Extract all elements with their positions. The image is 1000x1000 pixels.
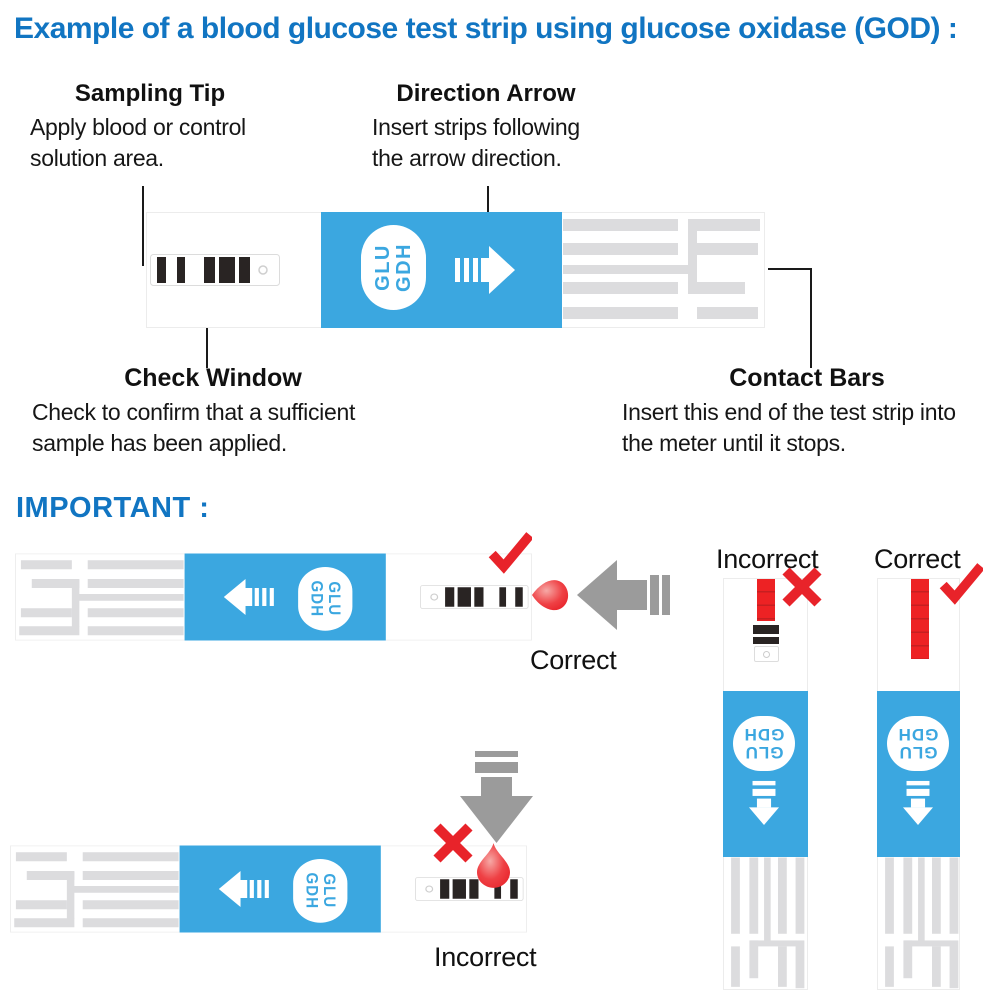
red-fill-full [911,579,929,659]
glu-gdh-badge [361,225,426,310]
glu-gdh-badge [733,716,795,771]
insert-direction-arrow-icon [455,246,515,294]
checkmark-icon [488,531,532,575]
glu-gdh-badge [887,716,949,771]
insert-down-arrow-icon [749,779,779,827]
x-mark-icon [433,822,473,864]
contact-bars-heading: Contact Bars [729,364,885,392]
contact-bars-body1: Insert this end of the test strip into [622,399,956,425]
contact-bars-pattern [10,846,179,933]
badge-line-gdh: GDH [392,243,415,292]
badge-line-gdh: GDH [743,725,785,745]
check-window-heading: Check Window [124,364,302,392]
strip-insert-incorrect [723,578,808,990]
x-mark-icon [782,566,822,608]
check-window-body1: Check to confirm that a sufficient [32,399,356,425]
strip-insert-correct [877,578,960,990]
callout-contact-bars [622,364,992,459]
badge-line-glu: GLU [898,743,938,763]
sampling-tip-line [142,186,144,266]
badge-line-gdh: GDH [307,580,327,618]
check-window-body2: sample has been applied. [32,430,287,456]
test-strip-main [146,212,765,328]
checkmark-icon [939,562,983,606]
check-bar [753,637,779,644]
reagent-blue-section [321,212,562,328]
sampling-tip-heading: Sampling Tip [74,80,226,107]
insert-down-arrow-icon [903,779,933,827]
callout-sampling-tip [30,80,270,174]
badge-line-glu: GLU [371,244,394,291]
reagent-blue-section [185,554,386,641]
check-window [420,585,529,609]
badge-line-gdh: GDH [302,872,322,910]
callout-direction-arrow [372,80,600,174]
reagent-blue-section [877,691,960,857]
contact-bars-line-v [810,268,812,368]
strip-apply-correct [15,553,532,640]
apply-left-arrow-icon [577,560,670,630]
contact-bars-line-h [768,268,812,270]
contact-bars-pattern [878,857,961,991]
glu-gdh-badge [298,567,352,631]
contact-bars-pattern [563,212,765,328]
badge-line-glu: GLU [325,581,344,617]
callout-check-window [32,364,394,459]
important-heading: IMPORTANT : [16,492,210,524]
badge-line-glu: GLU [744,743,784,763]
direction-arrow-body2: the arrow direction. [372,145,562,171]
reagent-blue-section [723,691,808,857]
direction-arrow-heading: Direction Arrow [396,80,576,107]
red-fill-partial [757,579,775,621]
insert-incorrect-label: Incorrect [716,544,819,574]
reagent-blue-section [180,846,381,933]
check-window-mini [754,646,779,662]
badge-line-gdh: GDH [897,725,939,745]
contact-bars-pattern [724,857,809,991]
apply-incorrect-label: Incorrect [434,942,537,972]
apply-correct-label: Correct [530,645,617,675]
page-title: Example of a blood glucose test strip using glucose oxidase (GOD) : [14,12,958,45]
insert-correct-label: Correct [874,544,961,574]
insert-direction-arrow-icon [224,579,274,615]
sampling-tip-body1: Apply blood or control [30,114,246,140]
contact-bars-body2: the meter until it stops. [622,430,846,456]
blood-drop-icon [532,576,570,614]
sampling-tip-body2: solution area. [30,145,164,171]
contact-bars-pattern [15,554,184,641]
glu-gdh-badge [293,859,347,923]
blood-drop-icon [477,843,510,888]
badge-line-glu: GLU [320,873,339,909]
insert-direction-arrow-icon [219,871,269,907]
check-window [150,254,280,286]
check-bar [753,625,779,634]
direction-arrow-body1: Insert strips following [372,114,580,140]
